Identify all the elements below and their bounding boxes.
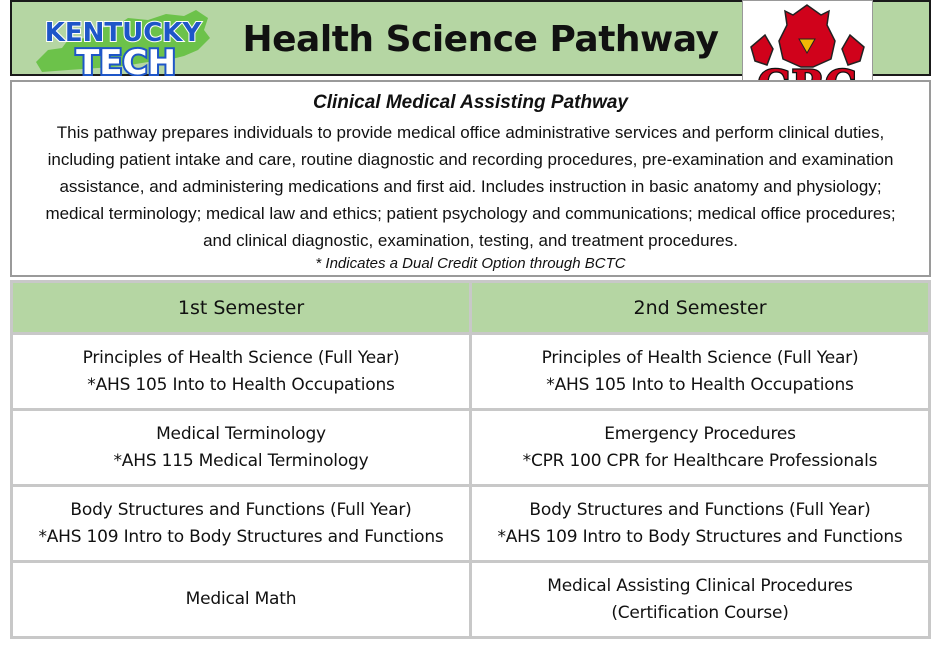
table-row [12,410,930,486]
course-cell [12,562,471,638]
course-cell [12,410,471,486]
course-cell [471,562,930,638]
course-cell [12,486,471,562]
course-title: Body Structures and Functions (Full Year) [529,499,871,520]
course-cell [12,334,471,410]
table-row [12,334,930,410]
logo-line-tech: TECH [76,43,176,76]
course-dual-credit: *AHS 115 Medical Terminology [113,450,369,471]
table-row [12,486,930,562]
course-dual-credit: *AHS 105 Into to Health Occupations [546,374,854,395]
course-dual-credit: *CPR 100 CPR for Healthcare Professionals [522,450,878,471]
course-title: Principles of Health Science (Full Year) [82,347,400,368]
table-header-row [12,282,930,334]
course-dual-credit: *AHS 109 Intro to Body Structures and Functions [38,526,444,547]
pathway-description-box [10,80,931,277]
cardinal-right-claw-icon [842,35,864,65]
course-cell [471,410,930,486]
semester-header-2: 2nd Semester [471,282,930,334]
cardinal-head-icon [779,5,835,67]
logo-line-kentucky: KENTUCKY [44,18,202,48]
pathway-description: This pathway prepares individuals to provide medical office administrative services and perform clinical duties, including patient intake and care, routine diagnostic and recording procedures, pre-examination and examination assistance, and administering medications and first aid. Includes instruction in basic anatomy and physiology; medical terminology; medical law and ethics; patient psychology and communications; medical office procedures; and clinical diagnostic, examination, testing, and treatment procedures. [45,123,896,250]
cardinal-left-claw-icon [751,35,773,65]
course-schedule-table [10,280,931,639]
course-title: Principles of Health Science (Full Year) [541,347,859,368]
pathway-subtitle: Clinical Medical Assisting Pathway [312,92,628,113]
semester-header-1: 1st Semester [12,282,471,334]
course-dual-credit: *AHS 105 Into to Health Occupations [87,374,395,395]
dual-credit-note: * Indicates a Dual Credit Option through BCTC [315,255,626,272]
table-row [12,562,930,638]
course-title: Medical Assisting Clinical Procedures [547,575,853,596]
course-title: Medical Terminology [156,423,326,444]
course-cell [471,334,930,410]
course-cell [471,486,930,562]
course-certification: (Certification Course) [611,602,789,623]
course-title: Medical Math [185,589,297,609]
course-dual-credit: *AHS 109 Intro to Body Structures and Functions [497,526,903,547]
kentucky-tech-logo [28,4,218,76]
course-title: Body Structures and Functions (Full Year) [70,499,412,520]
course-title: Emergency Procedures [604,423,796,444]
page-title: Health Science Pathway [242,19,719,60]
